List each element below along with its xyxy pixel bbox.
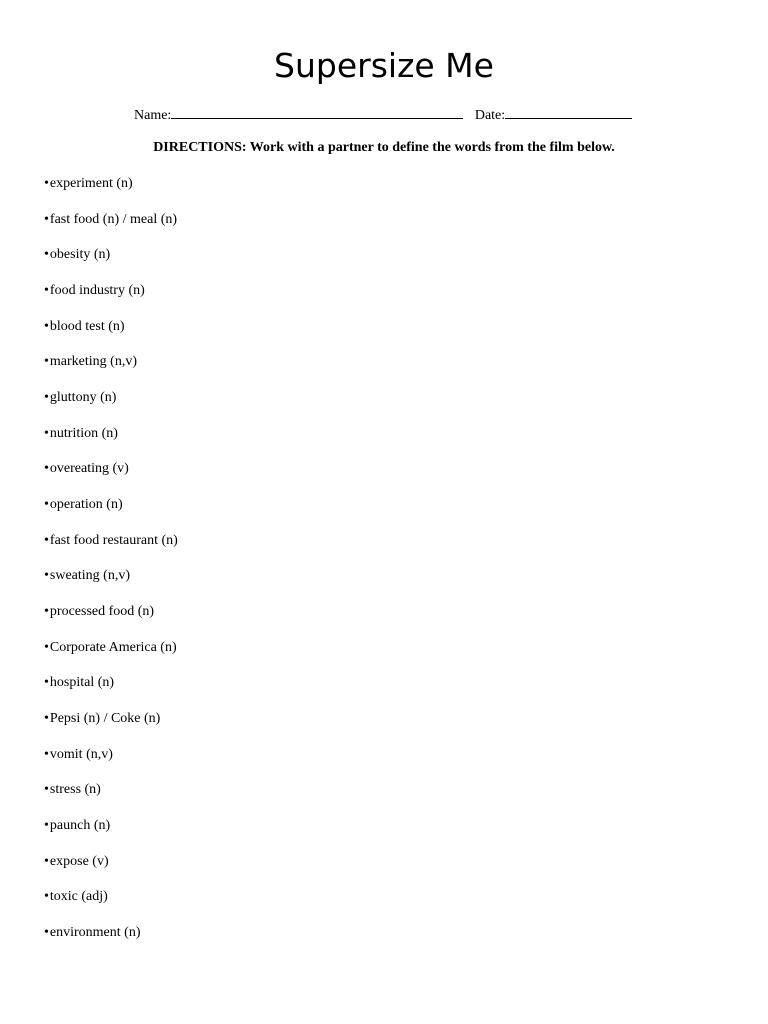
vocabulary-item (44, 888, 178, 924)
name-label: Name: (134, 108, 172, 123)
vocabulary-term: blood test (n) (49, 318, 125, 334)
vocabulary-item (44, 603, 178, 639)
vocabulary-term: marketing (n,v) (49, 354, 137, 370)
bullet-icon: • (44, 247, 49, 263)
vocabulary-item (44, 532, 178, 568)
vocabulary-item (44, 817, 178, 853)
worksheet-title: Supersize Me (274, 46, 494, 85)
vocabulary-item (44, 674, 178, 710)
vocabulary-term: processed food (n) (49, 604, 155, 620)
vocabulary-item (44, 318, 178, 354)
vocabulary-term: fast food (n) / meal (n) (49, 211, 178, 227)
vocabulary-item (44, 567, 178, 603)
vocabulary-term: obesity (n) (49, 247, 111, 263)
vocabulary-term: stress (n) (49, 782, 101, 798)
vocabulary-list (44, 175, 178, 960)
bullet-icon: • (44, 639, 49, 655)
directions-text: DIRECTIONS: Work with a partner to define the words from the film below. (153, 140, 615, 155)
vocabulary-term: nutrition (n) (49, 425, 118, 441)
bullet-icon: • (44, 604, 49, 620)
bullet-icon: • (44, 497, 49, 513)
vocabulary-item (44, 853, 178, 889)
bullet-icon: • (44, 318, 49, 334)
vocabulary-term: fast food restaurant (n) (49, 532, 178, 548)
vocabulary-item (44, 460, 178, 496)
bullet-icon: • (44, 675, 49, 691)
vocabulary-term: hospital (n) (49, 675, 115, 691)
date-blank[interactable] (505, 104, 632, 119)
bullet-icon: • (44, 211, 49, 227)
date-label: Date: (474, 108, 506, 123)
bullet-icon: • (44, 853, 49, 869)
vocabulary-term: operation (n) (49, 497, 123, 513)
name-blank[interactable] (171, 104, 463, 119)
bullet-icon: • (44, 925, 49, 941)
vocabulary-item (44, 746, 178, 782)
vocabulary-item (44, 175, 178, 211)
vocabulary-term: Pepsi (n) / Coke (n) (49, 711, 161, 727)
vocabulary-term: vomit (n,v) (49, 746, 113, 762)
vocabulary-item (44, 389, 178, 425)
vocabulary-term: paunch (n) (49, 818, 111, 834)
bullet-icon: • (44, 461, 49, 477)
vocabulary-item (44, 353, 178, 389)
vocabulary-term: Corporate America (n) (49, 639, 177, 655)
bullet-icon: • (44, 354, 49, 370)
vocabulary-item (44, 211, 178, 247)
vocabulary-item (44, 924, 178, 960)
bullet-icon: • (44, 782, 49, 798)
bullet-icon: • (44, 711, 49, 727)
bullet-icon: • (44, 532, 49, 548)
vocabulary-term: expose (v) (49, 853, 109, 869)
vocabulary-item (44, 639, 178, 675)
name-date-line (134, 104, 632, 125)
bullet-icon: • (44, 283, 49, 299)
vocabulary-term: food industry (n) (49, 283, 145, 299)
vocabulary-term: sweating (n,v) (49, 568, 130, 584)
vocabulary-term: toxic (adj) (49, 889, 108, 905)
vocabulary-item (44, 781, 178, 817)
bullet-icon: • (44, 746, 49, 762)
bullet-icon: • (44, 176, 49, 191)
bullet-icon: • (44, 818, 49, 834)
vocabulary-term: gluttony (n) (49, 390, 117, 406)
vocabulary-item (44, 710, 178, 746)
vocabulary-term: experiment (n) (49, 176, 133, 191)
vocabulary-item (44, 282, 178, 318)
vocabulary-item (44, 496, 178, 532)
bullet-icon: • (44, 425, 49, 441)
vocabulary-item (44, 425, 178, 461)
vocabulary-item (44, 246, 178, 282)
vocabulary-term: environment (n) (49, 925, 141, 941)
bullet-icon: • (44, 889, 49, 905)
vocabulary-term: overeating (v) (49, 461, 129, 477)
bullet-icon: • (44, 390, 49, 406)
bullet-icon: • (44, 568, 49, 584)
